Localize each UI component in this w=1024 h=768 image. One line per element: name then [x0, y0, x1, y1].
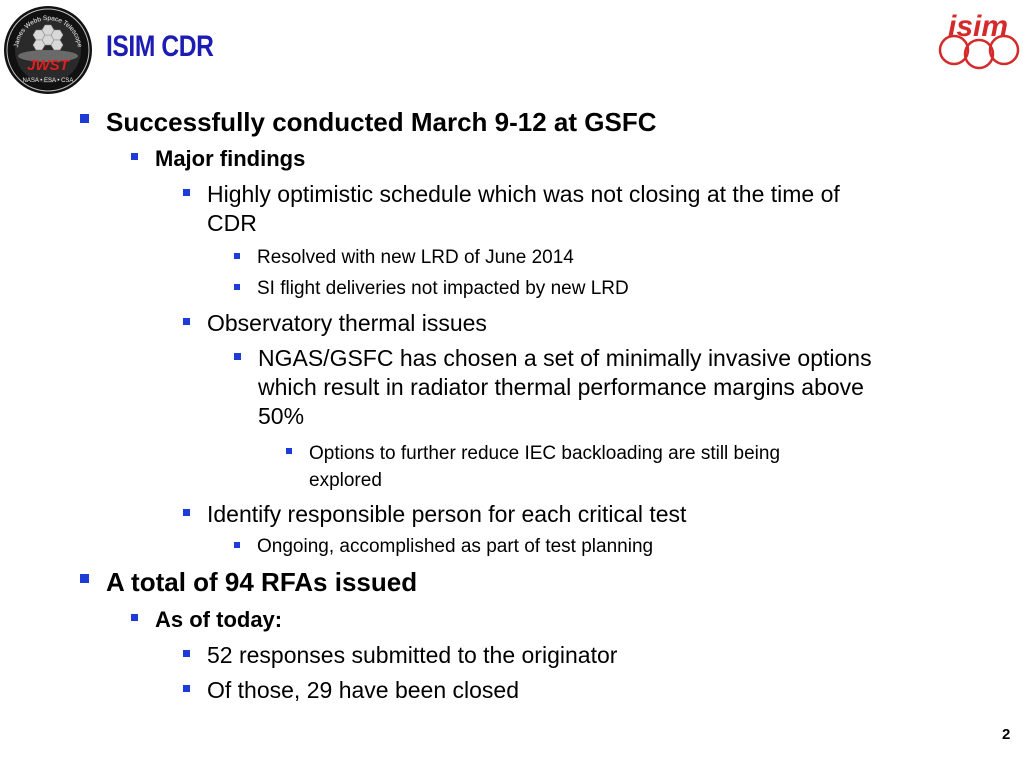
svg-text:NASA • ESA • CSA: NASA • ESA • CSA	[22, 78, 74, 84]
bullet-marker	[234, 253, 240, 259]
bullet-marker	[131, 614, 138, 621]
bullet-marker	[183, 650, 190, 657]
bullet-marker	[183, 509, 190, 516]
bullet-level2: Major findings	[131, 145, 305, 173]
bullet-level4: SI flight deliveries not impacted by new LRD	[234, 277, 629, 301]
bullet-level1: A total of 94 RFAs issued	[80, 566, 417, 599]
bullet-marker	[183, 318, 190, 325]
bullet-level5: Options to further reduce IEC backloading are still being explored	[286, 441, 780, 494]
bullet-marker	[183, 189, 190, 196]
bullet-level3: Of those, 29 have been closed	[183, 676, 519, 705]
bullet-level3: Highly optimistic schedule which was not closing at the time of CDR	[183, 180, 840, 238]
bullet-level3: Observatory thermal issues	[183, 309, 487, 338]
slide-title: ISIM CDR	[106, 30, 214, 63]
bullet-marker	[80, 114, 89, 123]
bullet-level2: As of today:	[131, 606, 282, 634]
bullet-marker	[80, 574, 89, 583]
bullet-level1: Successfully conducted March 9-12 at GSFC	[80, 106, 657, 139]
bullet-marker	[234, 542, 240, 548]
bullet-marker	[286, 448, 292, 454]
logo-arc-text: James Webb Space Telescope	[13, 14, 83, 48]
bullet-marker	[234, 353, 241, 360]
page-number: 2	[1002, 726, 1011, 743]
bullet-marker	[131, 153, 138, 160]
svg-text:isim: isim	[948, 10, 1009, 43]
bullet-level4: Resolved with new LRD of June 2014	[234, 246, 574, 270]
bullet-marker	[183, 685, 190, 692]
bullet-level3: 52 responses submitted to the originator	[183, 641, 617, 670]
bullet-level4: Ongoing, accomplished as part of test planning	[234, 535, 653, 559]
bullet-marker	[234, 284, 240, 290]
svg-text:JWST: JWST	[27, 57, 69, 74]
bullet-level4-large: NGAS/GSFC has chosen a set of minimally invasive options which result in radiator thermal performance margins above 50%	[234, 344, 872, 431]
bullet-level3: Identify responsible person for each critical test	[183, 500, 686, 529]
jwst-logo	[2, 4, 94, 96]
isim-logo	[934, 2, 1024, 72]
